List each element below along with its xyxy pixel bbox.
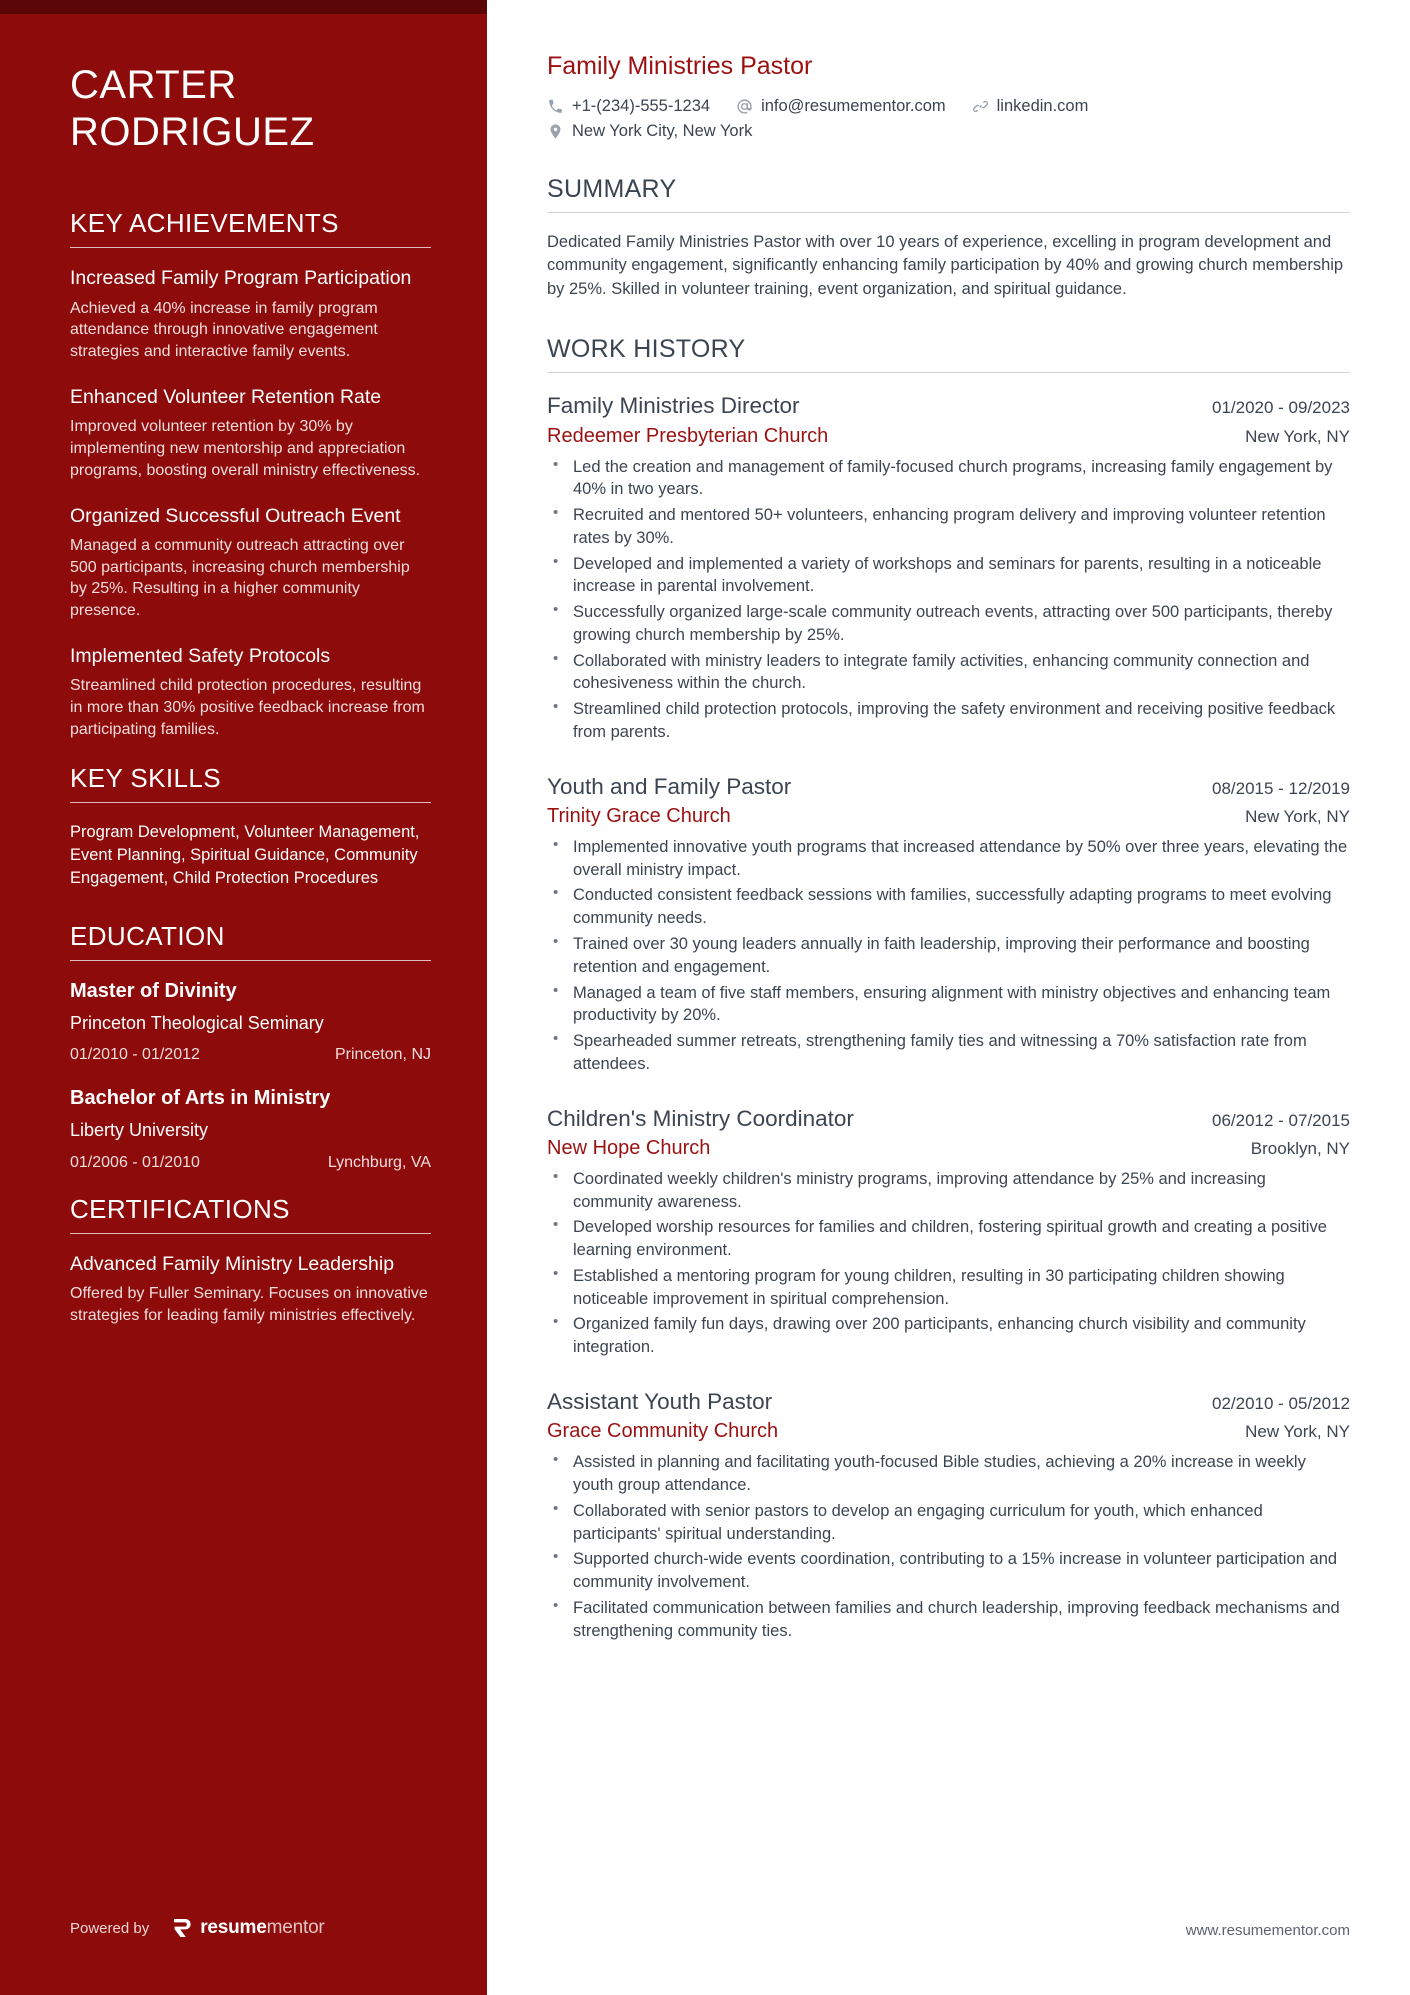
experience-company-row: [547, 805, 1350, 828]
experience-bullet: • Spearheaded summer retreats, strengthening family ties and witnessing a 70% satisfaction rate from attendees.: [547, 1030, 1350, 1076]
education-location: Princeton, NJ: [334, 1046, 431, 1064]
experience-bullet: • Established a mentoring program for young children, resulting in 30 participating children showing noticeable improvement in spiritual comprehension.: [547, 1265, 1350, 1311]
education-item: [70, 979, 431, 1065]
powered-by-label: Powered by: [70, 1919, 150, 1937]
experience-company: Redeemer Presbyterian Church: [547, 424, 829, 447]
experience-item: [547, 1387, 1350, 1642]
certification-description: Offered by Fuller Seminary. Focuses on innovative strategies for leading family ministries effectively.: [70, 1285, 428, 1324]
experience-title: Family Ministries Director: [547, 393, 800, 419]
candidate-name: CARTER RODRIGUEZ: [70, 63, 315, 155]
achievement-description: Managed a community outreach attracting over 500 participants, increasing church membership by 25%. Resulting in a higher community presence.: [70, 536, 410, 620]
experience-location: New York, NY: [1245, 806, 1350, 826]
contact-phone[interactable]: [547, 97, 710, 116]
experience-bullet: • Facilitated communication between families and church leadership, improving feedback mechanisms and strengthening community ties.: [547, 1597, 1350, 1643]
experience-location: New York, NY: [1245, 1422, 1350, 1442]
experience-title-row: [547, 1104, 1350, 1133]
resumementor-wordmark: [200, 1917, 324, 1939]
experience-title: Assistant Youth Pastor: [547, 1388, 773, 1414]
location-value: New York City, New York: [572, 122, 753, 140]
experience-bullet: • Conducted consistent feedback sessions with families, successfully adapting programs to meet evolving community needs.: [547, 884, 1350, 930]
experience-title-row: [547, 391, 1350, 420]
key-skills-section: [70, 763, 431, 891]
header: [547, 52, 1350, 141]
section-divider: [70, 802, 431, 803]
experience-bullet: • Collaborated with ministry leaders to integrate family activities, enhancing community connection and cohesiveness within the church.: [547, 650, 1350, 696]
work-history-section: [547, 335, 1350, 1642]
experience-company-row: [547, 1420, 1350, 1443]
experience-bullet: • Led the creation and management of family-focused church programs, increasing family engagement by 40% in two years.: [547, 456, 1350, 502]
experience-bullet: • Organized family fun days, drawing over 200 participants, enhancing church visibility and community integration.: [547, 1313, 1350, 1359]
brand-bold: resume: [200, 1917, 267, 1938]
summary-title: SUMMARY: [547, 175, 677, 203]
education-school: Princeton Theological Seminary: [70, 1012, 324, 1033]
certifications-title: CERTIFICATIONS: [70, 1193, 290, 1224]
key-skills-list: Program Development, Volunteer Management, Event Planning, Spiritual Guidance, Community Engagement, Child Protection Procedures: [70, 822, 420, 888]
experience-company: Grace Community Church: [547, 1420, 779, 1443]
experience-bullet: • Managed a team of five staff members, ensuring alignment with ministry objectives and enhancing team productivity by 20%.: [547, 982, 1350, 1028]
work-history-title: WORK HISTORY: [547, 335, 746, 364]
contact-location: [547, 122, 752, 141]
candidate-role: Family Ministries Pastor: [547, 52, 813, 80]
experience-dates: 01/2020 - 09/2023: [1211, 398, 1350, 418]
experience-company: Trinity Grace Church: [547, 804, 731, 827]
experience-title: Children's Ministry Coordinator: [547, 1105, 854, 1131]
experience-company: New Hope Church: [547, 1136, 711, 1159]
experience-location: Brooklyn, NY: [1250, 1138, 1350, 1158]
section-divider: [70, 960, 431, 961]
experience-bullets: [547, 456, 1350, 744]
resumementor-mark-icon: [171, 1917, 193, 1939]
experience-title: Youth and Family Pastor: [547, 773, 792, 799]
contact-email[interactable]: [736, 97, 946, 116]
experience-bullet: • Developed worship resources for families and children, fostering spiritual growth and creating a positive learning environment.: [547, 1216, 1350, 1262]
education-degree: Master of Divinity: [70, 979, 237, 1002]
phone-value: +1-(234)-555-1234: [572, 97, 711, 115]
experience-location: New York, NY: [1245, 426, 1350, 446]
summary-text: Dedicated Family Ministries Pastor with over 10 years of experience, excelling in program development and community engagement, significantly enhancing family participation by 40% and growing church membership by 25%. Skilled in volunteer training, event organization, and spiritual guidance.: [547, 233, 1344, 298]
experience-item: [547, 391, 1350, 743]
education-title: EDUCATION: [70, 920, 225, 951]
education-degree: Bachelor of Arts in Ministry: [70, 1087, 331, 1110]
achievement-description: Improved volunteer retention by 30% by implementing new mentorship and appreciation programs, boosting overall ministry effectiveness.: [70, 418, 421, 479]
key-achievements-section: [70, 208, 431, 740]
experience-company-row: [547, 1137, 1350, 1160]
section-divider: [70, 1233, 431, 1234]
achievement-item: [70, 644, 431, 741]
experience-bullet: • Streamlined child protection protocols, improving the safety environment and receiving positive feedback from parents.: [547, 698, 1350, 744]
experience-bullet: • Implemented innovative youth programs that increased attendance by 50% over three years, elevating the overall ministry impact.: [547, 836, 1350, 882]
sidebar-top-accent-bar: [0, 0, 487, 14]
education-dates: 01/2006 - 01/2010: [70, 1153, 200, 1171]
key-skills-title: KEY SKILLS: [70, 762, 221, 793]
education-section: [70, 921, 431, 1172]
education-location: Lynchburg, VA: [327, 1153, 431, 1171]
achievement-title: Enhanced Volunteer Retention Rate: [70, 385, 382, 408]
sidebar: [0, 0, 487, 1995]
experience-bullet: • Collaborated with senior pastors to develop an engaging curriculum for youth, which enhanced participants' spiritual understanding.: [547, 1500, 1350, 1546]
section-divider: [70, 247, 431, 248]
experience-bullets: [547, 1168, 1350, 1359]
education-dates: 01/2010 - 01/2012: [70, 1046, 200, 1064]
achievement-title: Increased Family Program Participation: [70, 267, 412, 290]
contact-row: [547, 97, 1247, 141]
certification-title: Advanced Family Ministry Leadership: [70, 1252, 395, 1275]
email-value: info@resumementor.com: [761, 97, 946, 115]
experience-title-row: [547, 772, 1350, 801]
map-pin-icon: [547, 123, 564, 140]
achievement-title: Implemented Safety Protocols: [70, 644, 331, 667]
experience-bullet: • Recruited and mentored 50+ volunteers, enhancing program delivery and improving volunteer retention rates by 30%.: [547, 504, 1350, 550]
experience-bullet: • Assisted in planning and facilitating youth-focused Bible studies, achieving a 20% increase in weekly youth group attendance.: [547, 1451, 1350, 1497]
experience-bullet: • Successfully organized large-scale community outreach events, attracting over 500 participants, thereby growing church membership by 25%.: [547, 601, 1350, 647]
section-divider: [547, 212, 1350, 213]
website-url[interactable]: www.resumementor.com: [1185, 1922, 1350, 1939]
experience-dates: 06/2012 - 07/2015: [1211, 1110, 1350, 1130]
experience-bullet: • Supported church-wide events coordination, contributing to a 15% increase in volunteer participation and community involvement.: [547, 1548, 1350, 1594]
achievement-item: [70, 266, 431, 363]
achievement-item: [70, 504, 431, 622]
experience-bullet: • Coordinated weekly children's ministry programs, improving attendance by 25% and increasing community awareness.: [547, 1168, 1350, 1214]
summary-section: [547, 175, 1350, 301]
experience-item: [547, 772, 1350, 1076]
key-achievements-title: KEY ACHIEVEMENTS: [70, 208, 339, 239]
certification-item: [70, 1252, 431, 1327]
contact-linkedin[interactable]: [972, 97, 1089, 116]
experience-bullet: • Developed and implemented a variety of workshops and seminars for parents, resulting in a noticeable increase in parental involvement.: [547, 553, 1350, 599]
resumementor-logo[interactable]: [171, 1917, 324, 1939]
education-item: [70, 1086, 431, 1172]
education-school: Liberty University: [70, 1120, 209, 1141]
at-sign-icon: [736, 98, 753, 115]
certifications-section: [70, 1194, 431, 1327]
education-meta: [70, 1154, 431, 1172]
main-content: [487, 0, 1410, 1995]
achievement-item: [70, 385, 431, 482]
experience-dates: 08/2015 - 12/2019: [1211, 778, 1350, 798]
brand-light: mentor: [266, 1917, 325, 1938]
experience-bullets: [547, 1451, 1350, 1642]
linkedin-value: linkedin.com: [996, 97, 1089, 115]
achievement-description: Streamlined child protection procedures, resulting in more than 30% positive feedback increase from participating families.: [70, 677, 425, 738]
achievement-description: Achieved a 40% increase in family program attendance through innovative engagement strategies and interactive family events.: [70, 299, 378, 361]
achievement-title: Organized Successful Outreach Event: [70, 504, 401, 527]
section-divider: [547, 372, 1350, 373]
sidebar-footer: [70, 1917, 325, 1939]
experience-dates: 02/2010 - 05/2012: [1211, 1393, 1350, 1413]
experience-bullets: [547, 836, 1350, 1076]
experience-title-row: [547, 1387, 1350, 1416]
phone-icon: [547, 98, 564, 115]
education-meta: [70, 1046, 431, 1064]
experience-company-row: [547, 425, 1350, 448]
experience-bullet: • Trained over 30 young leaders annually in faith leadership, improving their performance and boosting retention and engagement.: [547, 933, 1350, 979]
experience-item: [547, 1104, 1350, 1359]
link-icon: [972, 98, 989, 115]
